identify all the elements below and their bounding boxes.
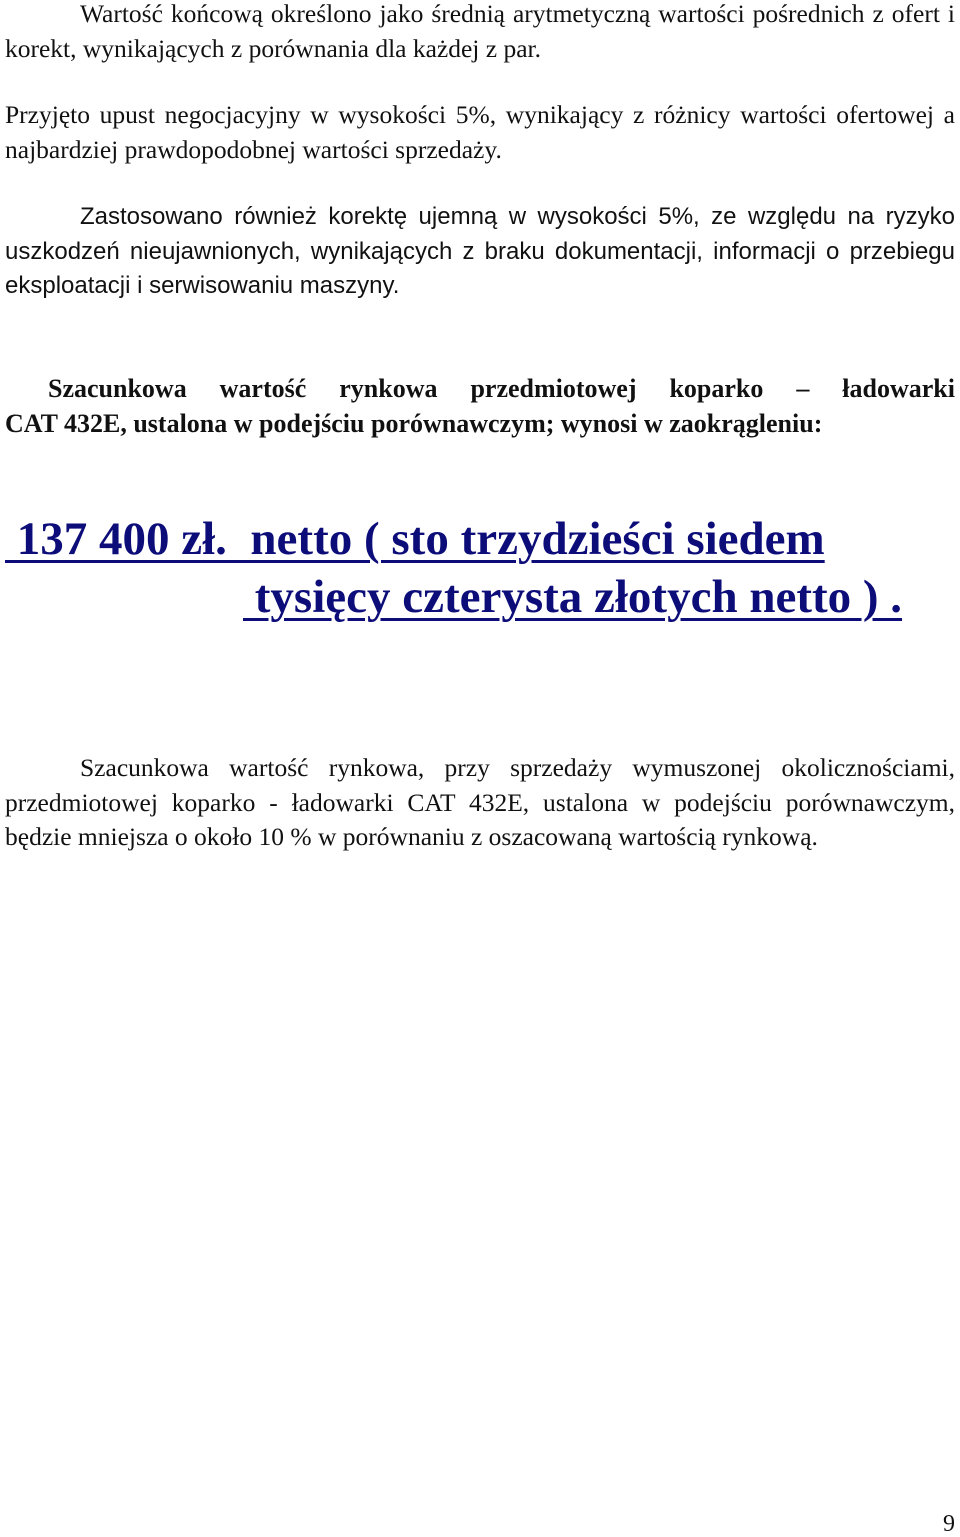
amount-line-2: tysięcy czterysta złotych netto ) .: [243, 571, 903, 623]
page-number: 9: [943, 1511, 955, 1537]
paragraph-negotiation-discount: Przyjęto upust negocjacyjny w wysokości 5%, wynikający z różnicy wartości ofertowej a najbardziej prawdopodobnej wartości sprzedaży.: [5, 100, 955, 164]
paragraph-negative-correction: Zastosowano również korektę ujemną w wysokości 5%, ze względu na ryzyko uszkodzeń nieujawnionych, wynikających z braku dokumentacji, informacji o przebiegu eksploatacji i serwisowaniu maszyny.: [5, 203, 955, 299]
paragraph-forced-sale-value: Szacunkowa wartość rynkowa, przy sprzedaży wymuszonej okolicznościami, przedmiotowej koparko - ładowarki CAT 432E, ustalona w podejściu porównawczym, będzie mniejsza o około 10 % w porównaniu z oszacowaną wartością rynkową.: [5, 753, 955, 851]
conclusion-line-2: CAT 432E, ustalona w podejściu porównawczym; wynosi w zaokrągleniu:: [5, 408, 823, 438]
document-page: [5, 0, 955, 1537]
conclusion-line-1: Szacunkowa wartość rynkowa przedmiotowej koparko – ładowarki: [48, 374, 955, 403]
paragraph-final-value: Wartość końcową określono jako średnią arytmetyczną wartości pośrednich z ofert i korekt, wynikających z porównania dla każdej z par.: [5, 0, 955, 63]
amount-line-1: 137 400 zł. netto ( sto trzydzieści siedem: [5, 513, 825, 565]
market-value-amount: [5, 510, 960, 626]
conclusion-statement: [5, 372, 955, 441]
